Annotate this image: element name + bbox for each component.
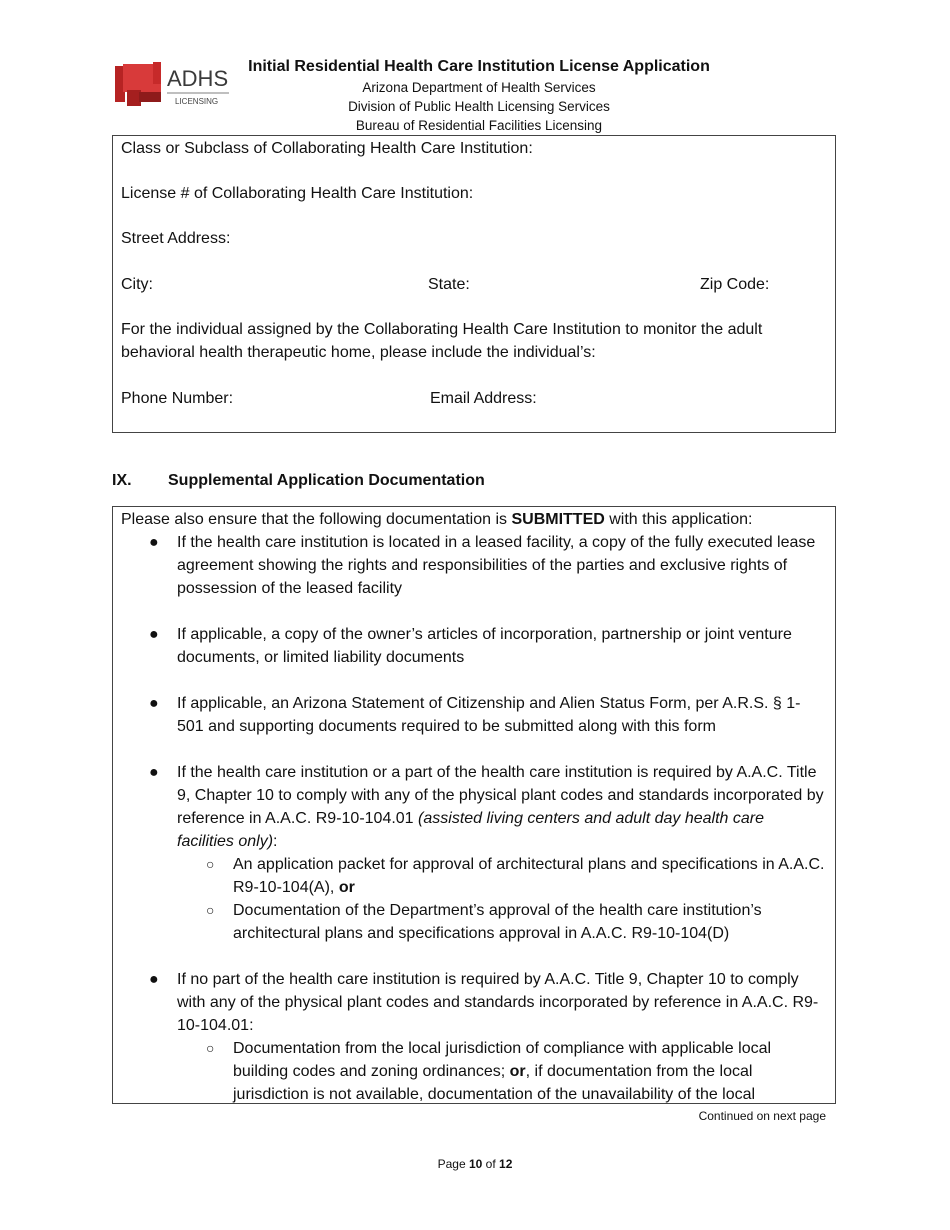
phone-label: Phone Number:	[121, 390, 234, 407]
section-title: Supplemental Application Documentation	[168, 472, 485, 489]
continued-note: Continued on next page	[698, 1109, 826, 1123]
license-label: License # of Collaborating Health Care Institution:	[121, 185, 474, 202]
zip-code-label: Zip Code:	[700, 276, 770, 293]
page-number: Page 10 of 12	[437, 1157, 513, 1171]
email-label: Email Address:	[430, 390, 537, 407]
city-label: City:	[121, 276, 153, 293]
section-number: IX.	[112, 472, 132, 489]
supplemental-docs-box	[112, 506, 836, 1104]
adhs-logo	[115, 62, 233, 108]
list-item: ● If no part of the health care institution is required by A.A.C. Title 9, Chapter 10 to comply with any of the physical plant codes and standards incorporated by reference in A.A.C. R9-10-104.01:	[149, 971, 819, 1034]
form-title: Initial Residential Health Care Institution License Application	[248, 58, 710, 75]
logo-subtext: LICENSING	[175, 97, 219, 106]
bureau-name: Bureau of Residential Facilities Licensing	[355, 118, 603, 133]
docs-list	[113, 531, 835, 1106]
logo-text: ADHS	[167, 66, 229, 91]
class-label: Class or Subclass of Collaborating Health Care Institution:	[121, 140, 533, 157]
list-item: ● If applicable, a copy of the owner’s articles of incorporation, partnership or joint venture documents, or limited liability documents	[149, 626, 792, 666]
street-address-label: Street Address:	[121, 230, 231, 247]
sub-list-item: ○ Documentation of the Department’s approval of the health care institution’s architectural plans and specifications approval in A.A.C. R9-10-104(D)	[206, 902, 762, 942]
division-name: Division of Public Health Licensing Services	[348, 99, 610, 114]
agency-name: Arizona Department of Health Services	[362, 80, 596, 95]
sub-list-item: ○ Documentation from the local jurisdiction of compliance with applicable local building codes and zoning ordinances; or, if documentation from the local jurisdiction is not available, documentation of the unavailability of the local	[206, 1040, 772, 1103]
list-item: ● If the health care institution is located in a leased facility, a copy of the fully executed lease agreement showing the rights and responsibilities of the parties and exclusive rights of possession of the leased facility	[149, 534, 816, 597]
page-header	[112, 56, 842, 136]
state-label: State:	[428, 276, 470, 293]
collaborating-institution-box	[112, 135, 836, 433]
list-item: ● If applicable, an Arizona Statement of Citizenship and Alien Status Form, per A.R.S. § 1-501 and supporting documents required to be submitted along with this form	[149, 695, 801, 735]
sub-list-item: ○ An application packet for approval of architectural plans and specifications in A.A.C. R9-10-104(A), or	[206, 856, 825, 896]
list-item: ● If the health care institution or a part of the health care institution is required by A.A.C. Title 9, Chapter 10 to comply with any of the physical plant codes and standards incorporated by reference in A.A.C. R9-10-104.01 (assisted living centers and adult day health care facilities only):	[149, 764, 824, 850]
monitor-instruction: For the individual assigned by the Collaborating Health Care Institution to monitor the adult behavioral health therapeutic home, please include the individual’s:	[121, 321, 763, 361]
docs-lead: Please also ensure that the following documentation is SUBMITTED with this application:	[121, 511, 753, 528]
